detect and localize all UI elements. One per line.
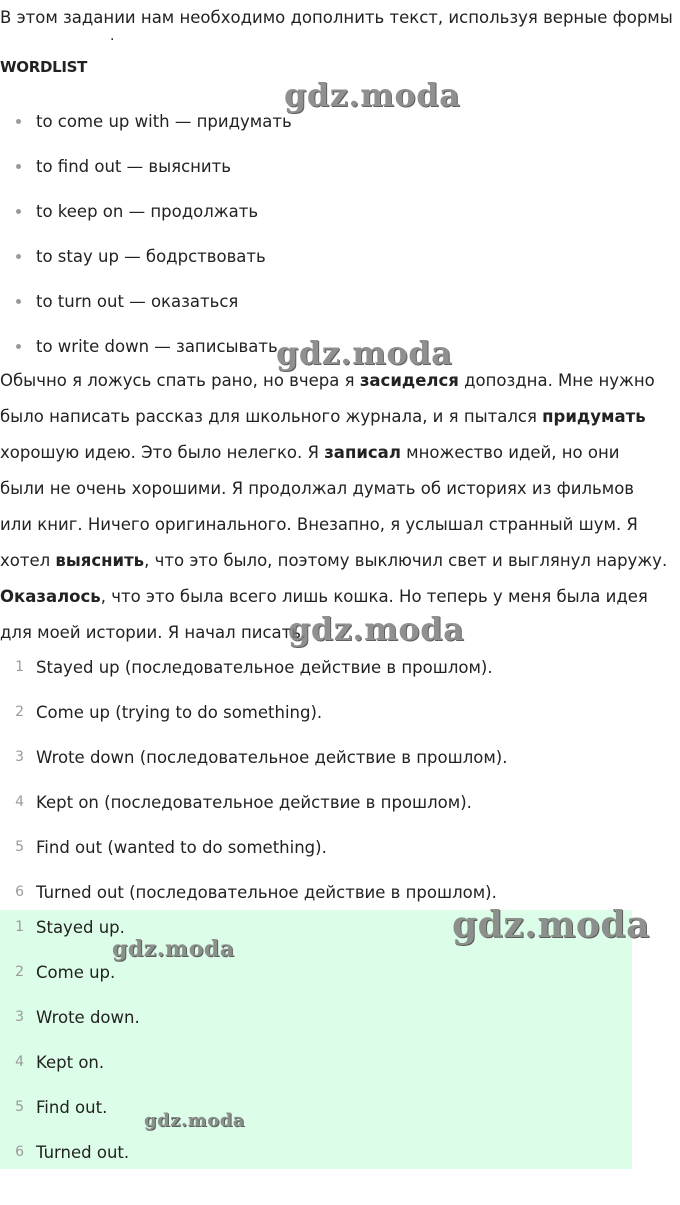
item-number: 3: [15, 749, 24, 765]
item-number: 5: [15, 1099, 24, 1115]
list-item: [0, 144, 292, 189]
item-text: Come up.: [36, 963, 116, 982]
word-entry: to turn out — оказаться: [36, 292, 239, 311]
item-number: 4: [15, 1054, 24, 1070]
item-text: Find out (wanted to do something).: [36, 838, 327, 857]
item-text: Turned out (последовательное действие в прошлом).: [36, 883, 497, 902]
list-item: [0, 780, 507, 825]
watermark: gdz.moda: [112, 936, 235, 962]
item-text: Kept on (последовательное действие в прошлом).: [36, 793, 472, 812]
watermark: gdz.moda: [276, 334, 453, 372]
watermark: gdz.moda: [288, 610, 465, 648]
bullet-icon: [16, 119, 21, 124]
bullet-icon: [16, 164, 21, 169]
story-segment: множество идей, но они были не очень хорошими. Я продолжал думать об историях из фильмов или книг. Ничего оригинального. Внезапно, я услышал странный шум. Я хотел: [0, 443, 638, 570]
word-entry: to keep on — продолжать: [36, 202, 259, 221]
story-keyword: выяснить: [55, 551, 145, 570]
list-item: [0, 735, 507, 780]
watermark: gdz.moda: [284, 76, 461, 114]
story-paragraph: [0, 363, 668, 651]
story-keyword: придумать: [542, 407, 646, 426]
intro-text: В этом задании нам необходимо дополнить текст, используя верные формы: [0, 8, 673, 27]
list-item: [0, 234, 292, 279]
list-item: [0, 279, 292, 324]
item-text: Wrote down.: [36, 1008, 140, 1027]
explanation-list: [0, 645, 507, 915]
item-text: Kept on.: [36, 1053, 105, 1072]
list-item: [0, 99, 292, 144]
item-number: 1: [15, 919, 24, 935]
wordlist-heading: WORDLIST: [0, 58, 88, 76]
bullet-icon: [16, 209, 21, 214]
item-number: 6: [15, 1144, 24, 1160]
word-entry: to stay up — бодрствовать: [36, 247, 266, 266]
item-text: Wrote down (последовательное действие в прошлом).: [36, 748, 508, 767]
bullet-icon: [16, 299, 21, 304]
story-segment: Обычно я ложусь спать рано, но вчера я: [0, 371, 360, 390]
item-text: Stayed up.: [36, 918, 125, 937]
story-segment: , что это было, поэтому выключил свет и выглянул наружу.: [144, 551, 668, 570]
item-number: 2: [15, 704, 24, 720]
item-number: 3: [15, 1009, 24, 1025]
item-number: 1: [15, 659, 24, 675]
list-item: [0, 1130, 140, 1175]
list-item: [0, 690, 507, 735]
list-item: [0, 189, 292, 234]
list-item: [0, 645, 507, 690]
wordlist: [0, 99, 292, 369]
list-item: [0, 1085, 140, 1130]
item-text: Find out.: [36, 1098, 108, 1117]
story-segment: , что это была всего лишь кошка. Но теперь у меня была идея для моей истории. Я начал писать.: [0, 587, 648, 642]
bullet-icon: [16, 344, 21, 349]
watermark: gdz.moda: [452, 904, 650, 946]
story-keyword: Оказалось: [0, 587, 101, 606]
story-segment: хорошую идею. Это было нелегко. Я: [0, 443, 325, 462]
intro-dot: .: [110, 28, 115, 44]
list-item: [0, 995, 140, 1040]
word-entry: to find out — выяснить: [36, 157, 231, 176]
item-number: 6: [15, 884, 24, 900]
word-entry: to come up with — придумать: [36, 112, 292, 131]
item-number: 5: [15, 839, 24, 855]
bullet-icon: [16, 254, 21, 259]
word-entry: to write down — записывать: [36, 337, 278, 356]
list-item: [0, 1040, 140, 1085]
item-text: Stayed up (последовательное действие в прошлом).: [36, 658, 493, 677]
story-keyword: записал: [324, 443, 401, 462]
watermark: gdz.moda: [144, 1110, 245, 1131]
item-number: 2: [15, 964, 24, 980]
story-segment: допоздна. Мне нужно было написать рассказ для школьного журнала, и я пытался: [0, 371, 655, 426]
list-item: [0, 825, 507, 870]
story-keyword: засиделся: [359, 371, 459, 390]
item-number: 4: [15, 794, 24, 810]
item-text: Turned out.: [36, 1143, 130, 1162]
item-text: Come up (trying to do something).: [36, 703, 323, 722]
